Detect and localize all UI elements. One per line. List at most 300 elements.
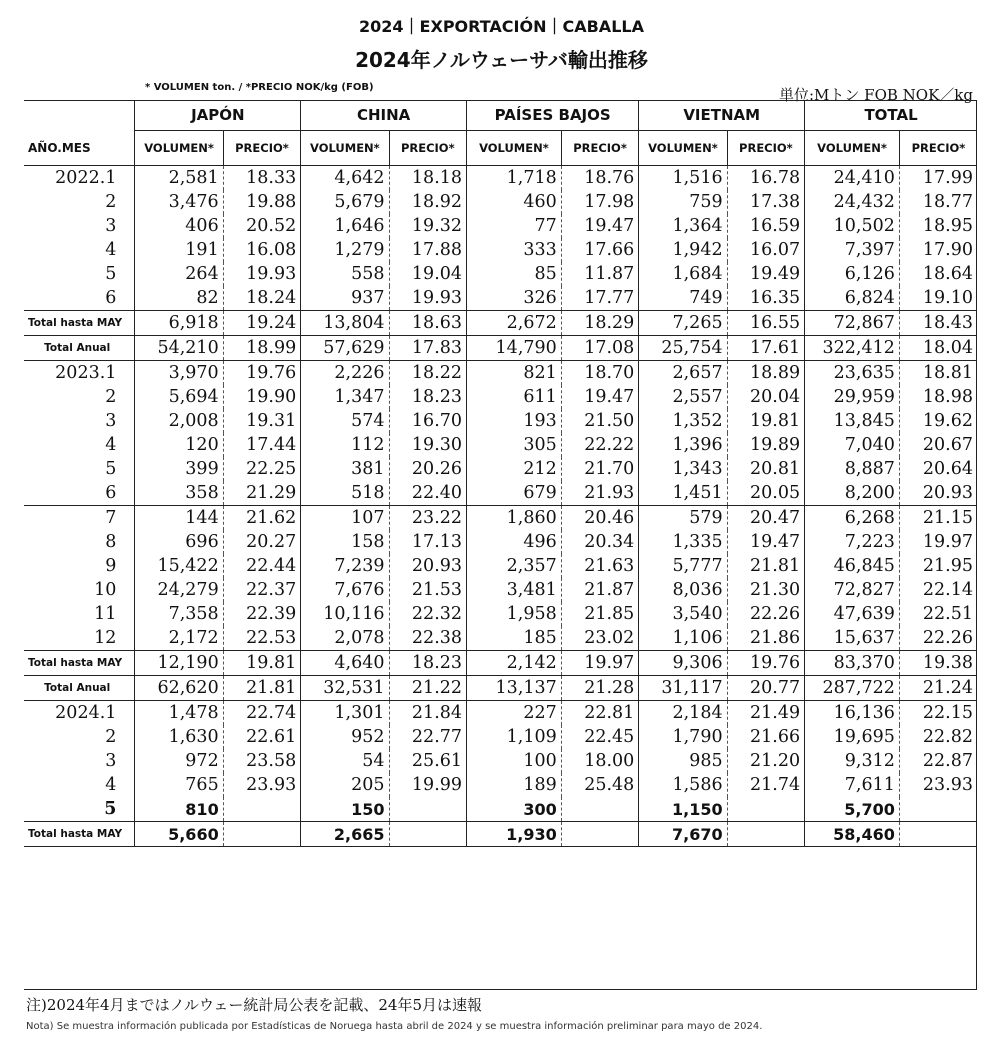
volume-cell: 58,460 xyxy=(805,822,900,847)
price-cell: 19.97 xyxy=(899,530,977,554)
price-cell: 21.20 xyxy=(727,749,805,773)
volume-cell: 46,845 xyxy=(805,554,900,578)
country-header-total: TOTAL xyxy=(805,100,977,131)
table-row xyxy=(24,166,977,191)
volume-cell: 2,142 xyxy=(467,651,562,676)
volume-cell: 1,396 xyxy=(639,433,727,457)
price-cell: 16.55 xyxy=(727,311,805,336)
volume-cell: 120 xyxy=(135,433,223,457)
price-cell: 18.04 xyxy=(899,336,977,361)
price-cell xyxy=(389,822,467,847)
price-cell: 20.04 xyxy=(727,385,805,409)
row-label: 3 xyxy=(105,411,117,431)
volume-cell: 16,136 xyxy=(805,701,900,726)
price-cell: 19.99 xyxy=(389,773,467,797)
total-row xyxy=(24,311,977,336)
price-cell: 17.99 xyxy=(899,166,977,191)
volume-cell: 6,126 xyxy=(805,262,900,286)
table-row xyxy=(24,481,977,506)
price-cell: 25.61 xyxy=(389,749,467,773)
price-cell: 20.26 xyxy=(389,457,467,481)
price-cell: 22.82 xyxy=(899,725,977,749)
price-cell: 21.84 xyxy=(389,701,467,726)
volume-cell: 7,670 xyxy=(639,822,727,847)
price-cell: 11.87 xyxy=(561,262,639,286)
price-cell: 21.29 xyxy=(223,481,301,506)
volume-cell: 62,620 xyxy=(135,676,223,701)
volume-cell: 749 xyxy=(639,286,727,311)
price-cell: 21.63 xyxy=(561,554,639,578)
volume-cell: 7,676 xyxy=(301,578,389,602)
volume-cell: 759 xyxy=(639,190,727,214)
price-cell: 22.61 xyxy=(223,725,301,749)
row-label: 5 xyxy=(105,264,117,284)
price-cell: 17.38 xyxy=(727,190,805,214)
price-cell: 16.35 xyxy=(727,286,805,311)
volume-cell: 326 xyxy=(467,286,562,311)
volume-cell: 333 xyxy=(467,238,562,262)
price-cell: 19.62 xyxy=(899,409,977,433)
price-cell: 19.76 xyxy=(223,361,301,386)
price-cell: 20.77 xyxy=(727,676,805,701)
row-label: Total hasta MAY xyxy=(24,311,135,336)
price-cell: 21.86 xyxy=(727,626,805,651)
volume-cell: 399 xyxy=(135,457,223,481)
volume-cell: 821 xyxy=(467,361,562,386)
price-cell: 21.81 xyxy=(727,554,805,578)
title-line1: 2024｜EXPORTACIÓN｜CABALLA xyxy=(359,17,644,36)
price-header: PRECIO* xyxy=(899,131,977,166)
price-cell: 22.25 xyxy=(223,457,301,481)
volume-cell: 2,008 xyxy=(135,409,223,433)
price-cell: 16.70 xyxy=(389,409,467,433)
total-row xyxy=(24,651,977,676)
table-row xyxy=(24,262,977,286)
volume-cell: 7,265 xyxy=(639,311,727,336)
volume-cell: 14,790 xyxy=(467,336,562,361)
price-cell: 23.58 xyxy=(223,749,301,773)
price-header: PRECIO* xyxy=(389,131,467,166)
price-cell: 19.31 xyxy=(223,409,301,433)
price-cell: 18.89 xyxy=(727,361,805,386)
price-cell: 19.38 xyxy=(899,651,977,676)
price-cell: 21.70 xyxy=(561,457,639,481)
volume-cell: 3,540 xyxy=(639,602,727,626)
price-cell: 18.95 xyxy=(899,214,977,238)
volume-cell: 2,665 xyxy=(301,822,389,847)
volume-cell: 72,827 xyxy=(805,578,900,602)
price-cell xyxy=(727,822,805,847)
volume-cell: 2,581 xyxy=(135,166,223,191)
price-cell: 21.30 xyxy=(727,578,805,602)
volume-cell: 193 xyxy=(467,409,562,433)
price-cell: 17.88 xyxy=(389,238,467,262)
price-cell: 19.89 xyxy=(727,433,805,457)
row-label: 10 xyxy=(94,580,117,600)
price-cell: 18.33 xyxy=(223,166,301,191)
price-cell: 21.28 xyxy=(561,676,639,701)
volume-cell: 952 xyxy=(301,725,389,749)
volume-cell: 2,078 xyxy=(301,626,389,651)
price-cell: 20.93 xyxy=(899,481,977,506)
volume-cell: 205 xyxy=(301,773,389,797)
price-cell: 16.08 xyxy=(223,238,301,262)
volume-cell: 300 xyxy=(467,797,562,822)
price-cell xyxy=(727,797,805,822)
volume-cell: 31,117 xyxy=(639,676,727,701)
row-label: 2022.1 xyxy=(55,168,117,188)
price-cell xyxy=(899,797,977,822)
country-header-japon: JAPÓN xyxy=(135,100,301,131)
volume-cell: 460 xyxy=(467,190,562,214)
table-row xyxy=(24,506,977,531)
price-cell: 22.22 xyxy=(561,433,639,457)
volume-cell: 579 xyxy=(639,506,727,531)
volume-header: VOLUMEN* xyxy=(805,131,900,166)
row-label: 3 xyxy=(105,216,117,236)
volume-cell: 937 xyxy=(301,286,389,311)
volume-cell: 264 xyxy=(135,262,223,286)
country-header-row xyxy=(24,100,977,131)
price-cell: 20.34 xyxy=(561,530,639,554)
price-cell: 18.22 xyxy=(389,361,467,386)
volume-cell: 1,684 xyxy=(639,262,727,286)
price-cell: 22.51 xyxy=(899,602,977,626)
table-row xyxy=(24,286,977,311)
price-cell: 16.78 xyxy=(727,166,805,191)
volume-cell: 10,502 xyxy=(805,214,900,238)
price-cell: 20.05 xyxy=(727,481,805,506)
row-label: 2024.1 xyxy=(24,701,135,726)
volume-cell: 8,887 xyxy=(805,457,900,481)
price-cell: 19.10 xyxy=(899,286,977,311)
volume-cell: 558 xyxy=(301,262,389,286)
price-cell: 18.63 xyxy=(389,311,467,336)
volume-cell: 1,630 xyxy=(135,725,223,749)
volume-cell: 7,611 xyxy=(805,773,900,797)
volume-header: VOLUMEN* xyxy=(301,131,389,166)
volume-cell: 13,137 xyxy=(467,676,562,701)
price-cell: 22.81 xyxy=(561,701,639,726)
volume-cell: 2,184 xyxy=(639,701,727,726)
price-cell: 23.22 xyxy=(389,506,467,531)
price-cell: 17.13 xyxy=(389,530,467,554)
row-label: Total hasta MAY xyxy=(24,822,135,847)
row-label: 8 xyxy=(105,532,117,552)
row-label: 5 xyxy=(104,799,117,819)
volume-cell: 1,958 xyxy=(467,602,562,626)
price-cell: 21.81 xyxy=(223,676,301,701)
row-label: 9 xyxy=(105,556,117,576)
price-cell: 18.92 xyxy=(389,190,467,214)
price-cell: 21.62 xyxy=(223,506,301,531)
price-cell: 22.87 xyxy=(899,749,977,773)
price-cell: 18.81 xyxy=(899,361,977,386)
volume-cell: 381 xyxy=(301,457,389,481)
price-cell: 16.07 xyxy=(727,238,805,262)
price-cell: 18.76 xyxy=(561,166,639,191)
volume-cell: 4,642 xyxy=(301,166,389,191)
price-cell: 18.23 xyxy=(389,385,467,409)
volume-cell: 7,223 xyxy=(805,530,900,554)
footnote-japanese: 注)2024年4月まではノルウェー統計局公表を記載、24年5月は速報 xyxy=(26,996,483,1014)
table-row xyxy=(24,701,977,726)
volume-cell: 25,754 xyxy=(639,336,727,361)
volume-cell: 19,695 xyxy=(805,725,900,749)
volume-cell: 72,867 xyxy=(805,311,900,336)
volume-cell: 322,412 xyxy=(805,336,900,361)
volume-cell: 112 xyxy=(301,433,389,457)
price-cell: 18.29 xyxy=(561,311,639,336)
table-row xyxy=(24,190,977,214)
price-cell xyxy=(223,797,301,822)
volume-cell: 83,370 xyxy=(805,651,900,676)
volume-cell: 1,352 xyxy=(639,409,727,433)
price-cell: 18.00 xyxy=(561,749,639,773)
volume-cell: 810 xyxy=(135,797,223,822)
price-cell: 18.18 xyxy=(389,166,467,191)
price-cell: 22.14 xyxy=(899,578,977,602)
table-row xyxy=(24,457,977,481)
volume-cell: 7,239 xyxy=(301,554,389,578)
volume-cell: 227 xyxy=(467,701,562,726)
price-cell: 21.22 xyxy=(389,676,467,701)
price-cell: 18.43 xyxy=(899,311,977,336)
total-row xyxy=(24,336,977,361)
volume-cell: 1,718 xyxy=(467,166,562,191)
volume-cell: 1,301 xyxy=(301,701,389,726)
price-cell: 19.90 xyxy=(223,385,301,409)
table-row xyxy=(24,797,977,822)
volume-cell: 1,790 xyxy=(639,725,727,749)
country-header-china: CHINA xyxy=(301,100,467,131)
table-row xyxy=(24,773,977,797)
row-label: 3 xyxy=(105,751,117,771)
volume-cell: 54,210 xyxy=(135,336,223,361)
price-cell: 19.93 xyxy=(389,286,467,311)
price-cell: 20.46 xyxy=(561,506,639,531)
column-header-row xyxy=(24,131,977,166)
price-cell: 19.04 xyxy=(389,262,467,286)
volume-cell: 5,679 xyxy=(301,190,389,214)
price-cell: 17.98 xyxy=(561,190,639,214)
price-cell: 22.53 xyxy=(223,626,301,651)
price-cell xyxy=(389,797,467,822)
volume-cell: 100 xyxy=(467,749,562,773)
row-label: 2 xyxy=(105,192,117,212)
price-cell: 21.15 xyxy=(899,506,977,531)
price-cell: 19.76 xyxy=(727,651,805,676)
price-cell: 21.24 xyxy=(899,676,977,701)
price-cell: 22.38 xyxy=(389,626,467,651)
price-cell: 18.24 xyxy=(223,286,301,311)
price-cell: 22.37 xyxy=(223,578,301,602)
volume-cell: 15,637 xyxy=(805,626,900,651)
price-cell: 18.70 xyxy=(561,361,639,386)
volume-cell: 15,422 xyxy=(135,554,223,578)
row-label: 2 xyxy=(105,727,117,747)
volume-cell: 2,226 xyxy=(301,361,389,386)
volume-cell: 85 xyxy=(467,262,562,286)
price-cell: 20.64 xyxy=(899,457,977,481)
volume-cell: 77 xyxy=(467,214,562,238)
table-row xyxy=(24,433,977,457)
table-row xyxy=(24,361,977,386)
table-row xyxy=(24,578,977,602)
price-cell: 18.23 xyxy=(389,651,467,676)
table-row xyxy=(24,530,977,554)
price-cell: 18.77 xyxy=(899,190,977,214)
price-cell: 21.85 xyxy=(561,602,639,626)
volume-cell: 9,312 xyxy=(805,749,900,773)
price-cell: 19.97 xyxy=(561,651,639,676)
price-cell: 21.87 xyxy=(561,578,639,602)
price-cell: 21.49 xyxy=(727,701,805,726)
price-cell: 21.50 xyxy=(561,409,639,433)
volume-cell: 972 xyxy=(135,749,223,773)
title-line2: 2024年ノルウェーサバ輸出推移 xyxy=(355,48,648,72)
price-cell: 23.02 xyxy=(561,626,639,651)
volume-cell: 1,586 xyxy=(639,773,727,797)
volume-cell: 1,106 xyxy=(639,626,727,651)
row-label: 11 xyxy=(94,604,117,624)
volume-cell: 8,200 xyxy=(805,481,900,506)
volume-cell: 696 xyxy=(135,530,223,554)
table-row xyxy=(24,626,977,651)
table-row xyxy=(24,602,977,626)
price-cell: 20.81 xyxy=(727,457,805,481)
year-month-header: AÑO.MES xyxy=(24,131,135,166)
volume-cell: 5,694 xyxy=(135,385,223,409)
volume-cell: 3,476 xyxy=(135,190,223,214)
footnote-spanish: Nota) Se muestra información publicada por Estadísticas de Noruega hasta abril de 2024 y se muestra información preliminar para mayo de 2024. xyxy=(26,1021,763,1032)
row-label: Total Anual xyxy=(24,676,135,701)
row-label: 2023.1 xyxy=(24,361,135,386)
volume-cell: 5,700 xyxy=(805,797,900,822)
volume-cell: 107 xyxy=(301,506,389,531)
price-cell: 22.40 xyxy=(389,481,467,506)
export-table xyxy=(24,100,977,847)
volume-header: VOLUMEN* xyxy=(639,131,727,166)
volume-cell: 1,279 xyxy=(301,238,389,262)
price-cell: 18.98 xyxy=(899,385,977,409)
price-cell: 19.32 xyxy=(389,214,467,238)
price-cell: 20.67 xyxy=(899,433,977,457)
price-cell: 17.61 xyxy=(727,336,805,361)
price-cell: 19.81 xyxy=(727,409,805,433)
volume-cell: 82 xyxy=(135,286,223,311)
volume-cell: 7,040 xyxy=(805,433,900,457)
volume-cell: 1,860 xyxy=(467,506,562,531)
volume-cell: 2,557 xyxy=(639,385,727,409)
price-cell: 19.81 xyxy=(223,651,301,676)
price-cell: 17.66 xyxy=(561,238,639,262)
price-cell: 21.93 xyxy=(561,481,639,506)
price-cell: 20.52 xyxy=(223,214,301,238)
row-label: 6 xyxy=(105,483,117,503)
volume-cell: 1,364 xyxy=(639,214,727,238)
volume-cell: 611 xyxy=(467,385,562,409)
volume-cell: 144 xyxy=(135,506,223,531)
volume-cell: 518 xyxy=(301,481,389,506)
volume-cell: 189 xyxy=(467,773,562,797)
row-label: Total Anual xyxy=(24,336,135,361)
price-header: PRECIO* xyxy=(223,131,301,166)
volume-cell: 406 xyxy=(135,214,223,238)
price-cell: 22.32 xyxy=(389,602,467,626)
volume-cell: 6,268 xyxy=(805,506,900,531)
price-cell: 19.47 xyxy=(561,214,639,238)
volume-cell: 57,629 xyxy=(301,336,389,361)
volume-cell: 12,190 xyxy=(135,651,223,676)
country-header-paises-bajos: PAÍSES BAJOS xyxy=(467,100,639,131)
volume-cell: 3,481 xyxy=(467,578,562,602)
price-cell: 17.77 xyxy=(561,286,639,311)
row-label: Total hasta MAY xyxy=(24,651,135,676)
volume-cell: 1,942 xyxy=(639,238,727,262)
volume-cell: 2,357 xyxy=(467,554,562,578)
row-label: 6 xyxy=(105,288,117,308)
price-cell: 21.74 xyxy=(727,773,805,797)
volume-cell: 191 xyxy=(135,238,223,262)
volume-cell: 6,824 xyxy=(805,286,900,311)
price-cell: 20.47 xyxy=(727,506,805,531)
volume-cell: 679 xyxy=(467,481,562,506)
volume-cell: 9,306 xyxy=(639,651,727,676)
volume-cell: 150 xyxy=(301,797,389,822)
volume-cell: 24,410 xyxy=(805,166,900,191)
volume-cell: 2,172 xyxy=(135,626,223,651)
volume-cell: 358 xyxy=(135,481,223,506)
price-header: PRECIO* xyxy=(561,131,639,166)
price-cell: 17.08 xyxy=(561,336,639,361)
row-label: 4 xyxy=(105,240,117,260)
volume-cell: 1,646 xyxy=(301,214,389,238)
price-cell: 25.48 xyxy=(561,773,639,797)
price-cell: 19.49 xyxy=(727,262,805,286)
price-cell: 18.99 xyxy=(223,336,301,361)
row-label: 12 xyxy=(94,628,117,648)
volume-cell: 1,150 xyxy=(639,797,727,822)
price-cell: 22.15 xyxy=(899,701,977,726)
volume-cell: 10,116 xyxy=(301,602,389,626)
price-cell: 22.26 xyxy=(727,602,805,626)
price-cell: 17.44 xyxy=(223,433,301,457)
corner-cell xyxy=(24,100,135,131)
volume-header: VOLUMEN* xyxy=(135,131,223,166)
price-cell: 19.24 xyxy=(223,311,301,336)
volume-cell: 3,970 xyxy=(135,361,223,386)
price-cell: 22.39 xyxy=(223,602,301,626)
price-cell: 17.90 xyxy=(899,238,977,262)
table-row xyxy=(24,214,977,238)
price-cell: 23.93 xyxy=(899,773,977,797)
volume-cell: 287,722 xyxy=(805,676,900,701)
table-row xyxy=(24,725,977,749)
volume-cell: 24,279 xyxy=(135,578,223,602)
volume-cell: 1,478 xyxy=(135,701,223,726)
price-header: PRECIO* xyxy=(727,131,805,166)
volume-cell: 212 xyxy=(467,457,562,481)
volume-cell: 1,930 xyxy=(467,822,562,847)
table-row xyxy=(24,409,977,433)
volume-cell: 5,777 xyxy=(639,554,727,578)
price-cell: 17.83 xyxy=(389,336,467,361)
volume-cell: 1,451 xyxy=(639,481,727,506)
volume-cell: 7,358 xyxy=(135,602,223,626)
volume-cell: 1,347 xyxy=(301,385,389,409)
volume-cell: 6,918 xyxy=(135,311,223,336)
